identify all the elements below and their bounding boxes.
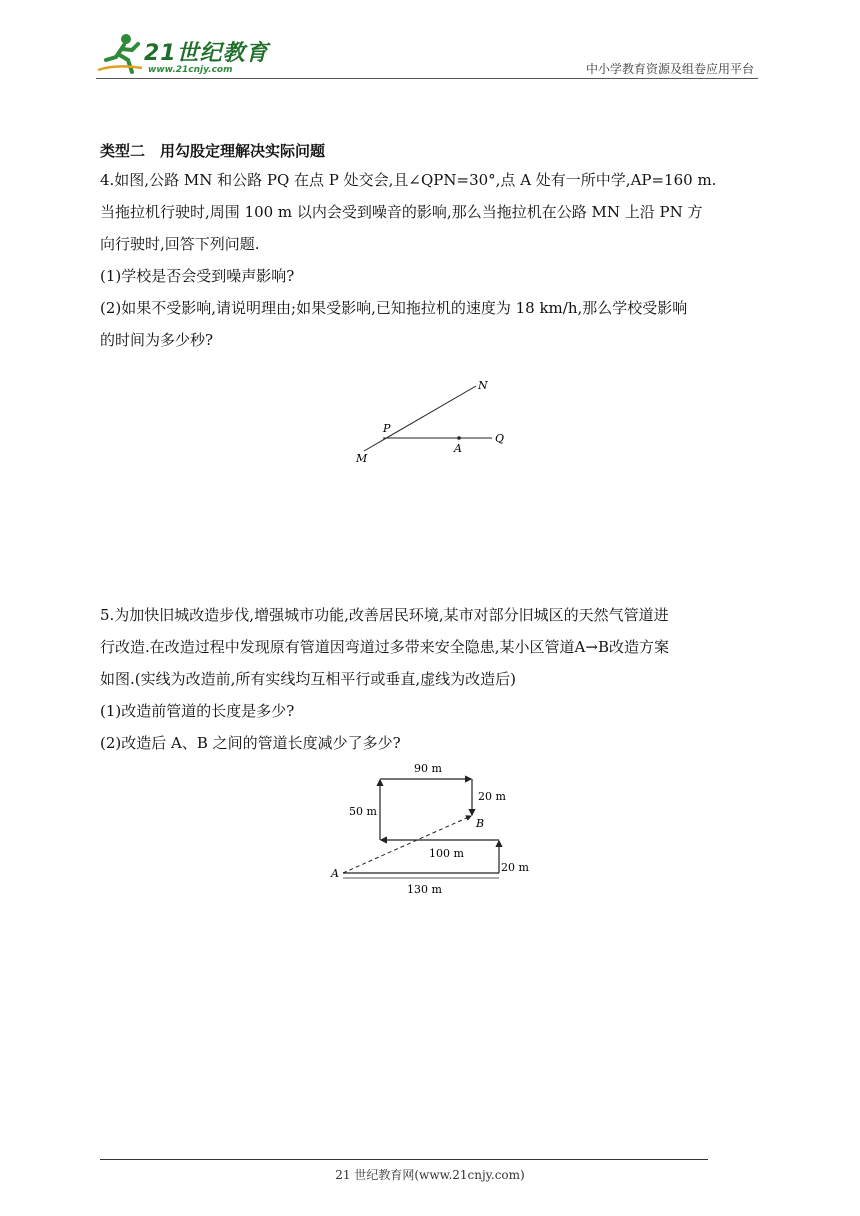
label-n: N (478, 379, 488, 392)
footer-divider (100, 1159, 708, 1160)
label-m: M (356, 452, 368, 465)
logo-url: www.21cnjy.com (148, 65, 233, 75)
label-b: B (476, 817, 485, 830)
q5-figure (100, 759, 762, 899)
q4-line-1: 4.如图,公路 MN 和公路 PQ 在点 P 处交会,且∠QPN=30°,点 A 处有一所中学,AP=160 m. (100, 171, 717, 189)
page-footer: 21 世纪教育网(www.21cnjy.com) (335, 1168, 525, 1182)
q5-line-1: 5.为加快旧城改造步伐,增强城市功能,改善居民环境,某市对部分旧城区的天然气管道进 (100, 606, 669, 624)
label-a-point: A (331, 867, 339, 880)
header-divider (96, 78, 758, 79)
header-tagline: 中小学教育资源及组卷应用平台 (585, 62, 754, 76)
page-content (100, 138, 762, 899)
label-q: Q (495, 432, 505, 445)
q5-line-2: 行改造.在改造过程中发现原有管道因弯道过多带来安全隐患,某小区管道A→B改造方案 (100, 638, 669, 656)
page-header (96, 30, 758, 80)
section-title: 类型二 用勾股定理解决实际问题 (100, 142, 326, 160)
q5-line-3: 如图.(实线为改造前,所有实线均互相平行或垂直,虚线为改造后) (100, 670, 517, 688)
label-100m: 100 m (429, 847, 464, 860)
question-5 (100, 599, 762, 899)
site-logo (96, 30, 271, 78)
roads-diagram (100, 356, 762, 465)
label-a: A (454, 442, 462, 455)
label-50m: 50 m (349, 805, 377, 818)
q5-sub-1: (1)改造前管道的长度是多少? (100, 702, 295, 720)
question-4 (100, 164, 762, 465)
q5-sub-2: (2)改造后 A、B 之间的管道长度减少了多少? (100, 734, 401, 752)
q4-sub-1: (1)学校是否会受到噪声影响? (100, 267, 295, 285)
q4-sub-2-line-1: (2)如果不受影响,请说明理由;如果受影响,已知拖拉机的速度为 18 km/h,那么学校受影响 (100, 299, 688, 317)
runner-icon (96, 30, 144, 78)
label-130m: 130 m (407, 883, 442, 896)
q4-sub-2-line-2: 的时间为多少秒? (100, 331, 214, 349)
q4-figure (100, 356, 762, 465)
label-20m-lower: 20 m (501, 861, 529, 874)
pipeline-diagram (100, 759, 762, 899)
label-20m-upper: 20 m (478, 790, 506, 803)
logo-text: 21世纪教育 (144, 41, 269, 66)
label-p: P (383, 422, 391, 435)
point-a (457, 436, 461, 440)
q4-line-3: 向行驶时,回答下列问题. (100, 235, 260, 253)
q4-line-2: 当拖拉机行驶时,周围 100 m 以内会受到噪音的影响,那么当拖拉机在公路 MN 上沿 PN 方 (100, 203, 703, 221)
label-90m: 90 m (414, 762, 442, 775)
new-pipe (343, 816, 471, 873)
